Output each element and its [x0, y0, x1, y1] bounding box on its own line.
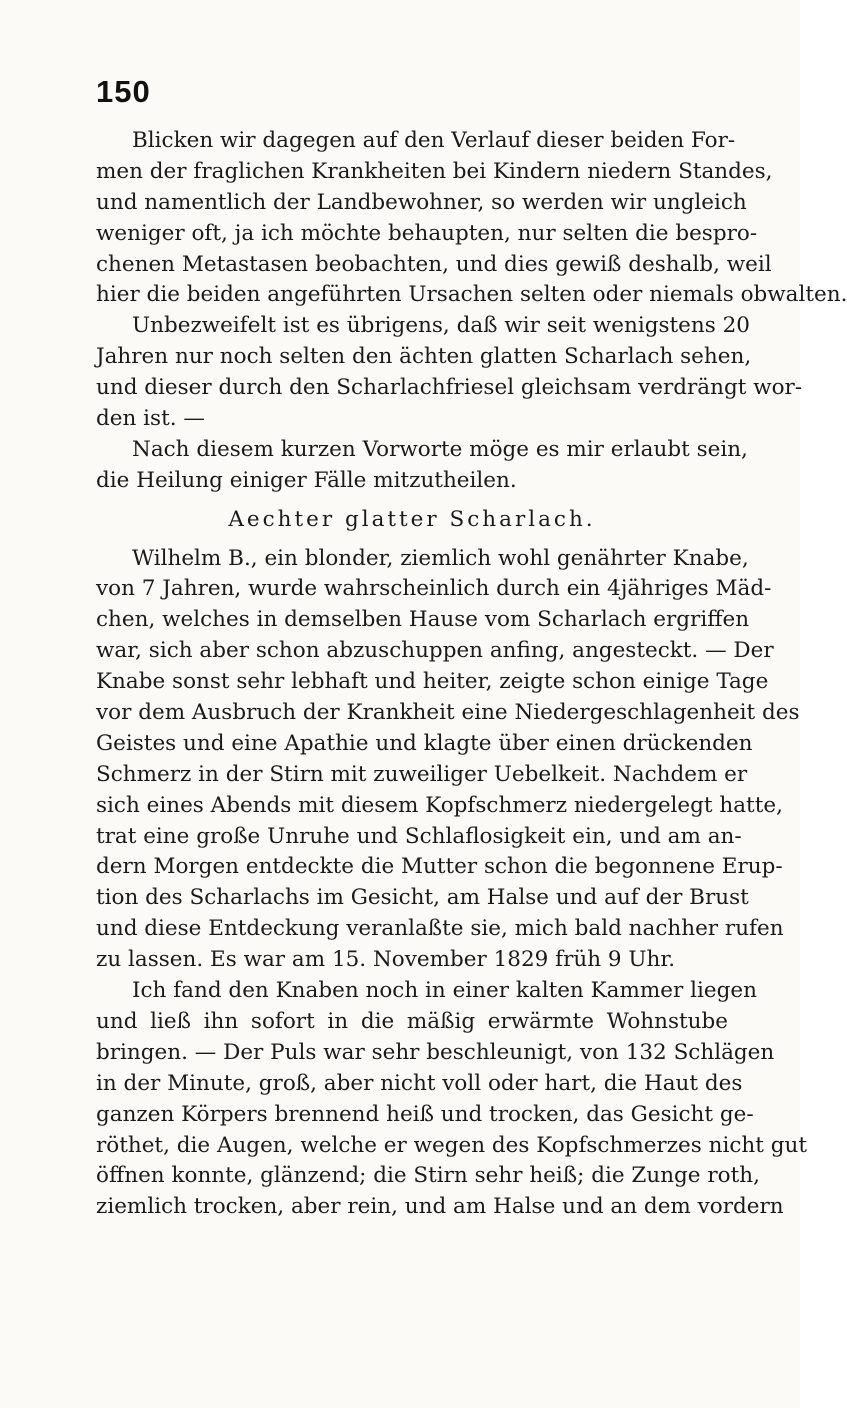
text-line: bringen. — Der Puls war sehr beschleunigt, von 132 Schlägen: [96, 1039, 775, 1065]
section-heading: Aechter glatter Scharlach.: [228, 506, 596, 532]
page-number: 150: [96, 74, 151, 109]
text-line: chenen Metastasen beobachten, und dies gewiß deshalb, weil: [96, 251, 772, 277]
text-line: in der Minute, groß, aber nicht voll oder hart, die Haut des: [96, 1070, 743, 1096]
text-line: Blicken wir dagegen auf den Verlauf dieser beiden For-: [132, 128, 736, 153]
text-line: Unbezweifelt ist es übrigens, daß wir seit wenigstens 20: [132, 313, 750, 339]
text-line: öffnen konnte, glänzend; die Stirn sehr heiß; die Zunge roth,: [96, 1163, 760, 1189]
text-line: den ist. —: [96, 406, 205, 432]
text-line: sich eines Abends mit diesem Kopfschmerz niedergelegt hatte,: [96, 792, 783, 818]
text-line: ganzen Körpers brennend heiß und trocken, das Gesicht ge-: [96, 1101, 754, 1127]
body-text: [96, 126, 847, 1223]
text-line: Ich fand den Knaben noch in einer kalten Kammer liegen: [132, 978, 757, 1004]
text-line: tion des Scharlachs im Gesicht, am Halse und auf der Brust: [96, 885, 749, 911]
text-line: weniger oft, ja ich möchte behaupten, nur selten die bespro-: [96, 220, 758, 246]
text-line: trat eine große Unruhe und Schlaflosigkeit ein, und am an-: [96, 823, 742, 849]
text-line: die Heilung einiger Fälle mitzutheilen.: [96, 467, 517, 493]
text-line: zu lassen. Es war am 15. November 1829 früh 9 Uhr.: [96, 947, 676, 973]
text-line: und ließ ihn sofort in die mäßig erwärmte Wohnstube: [96, 1008, 728, 1034]
text-line: ziemlich trocken, aber rein, und am Halse und an dem vordern: [96, 1194, 784, 1220]
text-line: vor dem Ausbruch der Krankheit eine Niedergeschlagenheit des: [96, 700, 800, 726]
text-line: und diese Entdeckung veranlaßte sie, mich bald nachher rufen: [96, 916, 784, 942]
text-line: chen, welches in demselben Hause vom Scharlach ergriffen: [96, 607, 750, 633]
text-line: Geistes und eine Apathie und klagte über einen drückenden: [96, 730, 753, 756]
text-line: hier die beiden angeführten Ursachen selten oder niemals obwalten.: [96, 282, 847, 308]
text-line: men der fraglichen Krankheiten bei Kindern niedern Standes,: [96, 158, 773, 184]
text-line: Nach diesem kurzen Vorworte möge es mir erlaubt sein,: [132, 436, 748, 462]
text-line: röthet, die Augen, welche er wegen des Kopfschmerzes nicht gut: [96, 1132, 807, 1158]
text-line: und dieser durch den Scharlachfriesel gleichsam verdrängt wor-: [96, 375, 803, 401]
text-line: Jahren nur noch selten den ächten glatten Scharlach sehen,: [96, 344, 752, 370]
text-line: Knabe sonst sehr lebhaft und heiter, zeigte schon einige Tage: [96, 669, 769, 695]
text-line: und namentlich der Landbewohner, so werden wir ungleich: [96, 189, 747, 215]
text-line: Wilhelm B., ein blonder, ziemlich wohl genährter Knabe,: [132, 545, 749, 571]
text-line: war, sich aber schon abzuschuppen anfing, angesteckt. — Der: [96, 638, 774, 664]
text-line: dern Morgen entdeckte die Mutter schon die begonnene Erup-: [96, 854, 783, 880]
text-line: von 7 Jahren, wurde wahrscheinlich durch ein 4jähriges Mäd-: [96, 576, 772, 602]
text-line: Schmerz in der Stirn mit zuweiliger Uebelkeit. Nachdem er: [96, 761, 748, 787]
